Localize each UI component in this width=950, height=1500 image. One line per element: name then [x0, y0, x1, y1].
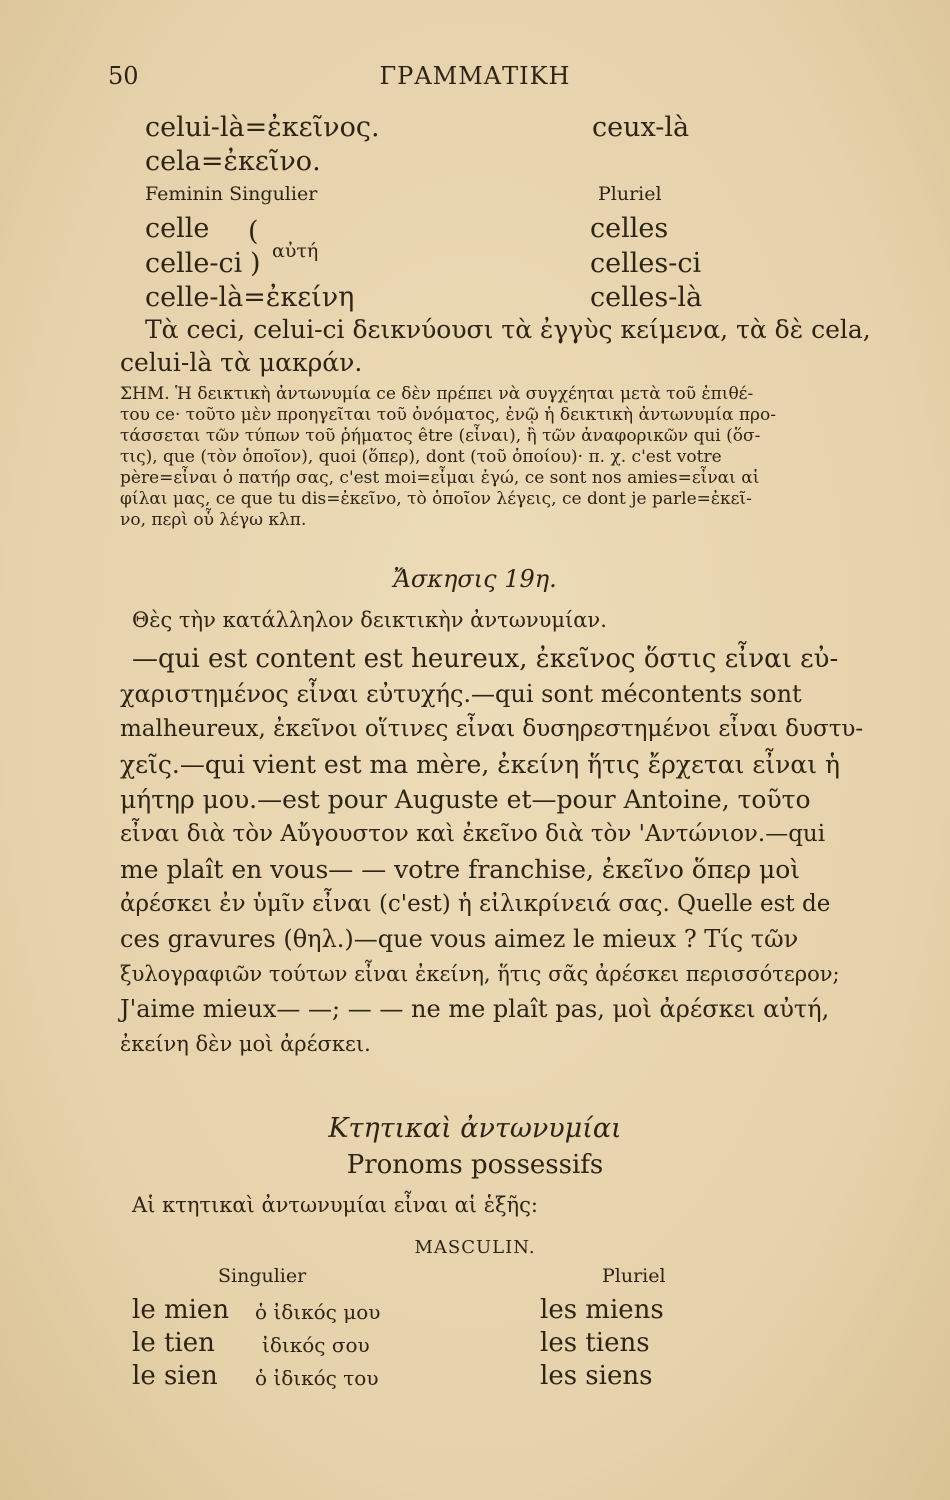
note-line: φίλαι μας, ce que tu dis=ἐκεῖνο, τὸ ὁποῖον λέγεις, ce dont je parle=ἐκεῖ- [120, 489, 752, 509]
row-gr: ἰδικός σου [262, 1333, 370, 1357]
cela-line: cela=ἐκεῖνο. [145, 146, 321, 177]
note-line: τις), que (τὸν ὁποῖον), quoi (ὅπερ), dont (τοῦ ὁποίου)· π. χ. c'est votre [120, 447, 722, 467]
note-block [120, 384, 890, 531]
ceux-la-line: ceux-là [592, 112, 690, 143]
row-pl: les siens [540, 1361, 653, 1391]
exercise-instruction: Θὲς τὴν κατάλληλον δεικτικὴν ἀντωνυμίαν. [132, 608, 607, 632]
celle-ci: celle-ci [145, 248, 243, 279]
row-fr: le sien [132, 1361, 218, 1391]
bracket-close: ) [250, 248, 261, 279]
page-number: 50 [108, 62, 139, 90]
exercise-text [120, 642, 890, 1062]
rule-line-2: celui-là τὰ μακράν. [120, 348, 363, 377]
possessives-title-french: Pronoms possessifs [346, 1150, 604, 1180]
note-line: ΣΗΜ. Ἡ δεικτικὴ ἀντωνυμία ce δὲν πρέπει νὰ συγχέηται μετὰ τοῦ ἐπιθέ- [120, 384, 754, 404]
note-line: τάσσεται τῶν τύπων τοῦ ῥήματος être (εἶναι), ἢ τῶν ἀναφορικῶν qui (ὅσ- [120, 426, 761, 446]
exercise-line: me plaît en vous— — votre franchise, ἐκεῖνο ὅπερ μοὶ [120, 855, 801, 884]
celle: celle [145, 213, 210, 244]
possessives-intro: Αἱ κτητικαὶ ἀντωνυμίαι εἶναι αἱ ἑξῆς: [132, 1193, 538, 1217]
col-head-pluriel: Pluriel [602, 1265, 666, 1287]
col-head-feminine-singular: Feminin Singulier [145, 183, 318, 205]
row-gr: ὁ ἰδικός του [255, 1366, 379, 1390]
gender-heading: MASCULIN. [414, 1237, 536, 1258]
running-title: ΓΡΑΜΜΑΤΙΚΗ [379, 62, 571, 90]
row-pl: les miens [540, 1295, 664, 1325]
exercise-line: ἀρέσκει ἐν ὑμῖν εἶναι (c'est) ἡ εἰλικρίνειά σας. Quelle est de [120, 891, 831, 917]
celles: celles [590, 213, 669, 244]
exercise-line: ces gravures (θηλ.)—que vous aimez le mieux ? Τίς τῶν [120, 925, 799, 953]
note-line: του ce· τοῦτο μὲν προηγεῖται τοῦ ὀνόματος, ἐνῷ ἡ δεικτικὴ ἀντωνυμία προ- [120, 405, 776, 425]
celui-la-line: celui-là=ἐκεῖνος. [145, 112, 380, 143]
exercise-line: malheureux, ἐκεῖνοι οἵτινες εἶναι δυσηρεστημένοι εἶναι δυστυ- [120, 716, 864, 742]
row-pl: les tiens [540, 1328, 650, 1358]
celle-la-line: celle-là=ἐκείνη [145, 282, 355, 313]
exercise-line: J'aime mieux— —; — — ne me plaît pas, μοὶ ἀρέσκει αὐτή, [120, 995, 830, 1023]
exercise-line: εἶναι διὰ τὸν Αὔγουστον καὶ ἐκεῖνο διὰ τὸν 'Αντώνιον.—qui [120, 821, 826, 847]
exercise-line: χεῖς.—qui vient est ma mère, ἐκείνη ἥτις ἔρχεται εἶναι ἡ [120, 750, 840, 779]
row-fr: le mien [132, 1295, 230, 1325]
exercise-line: ξυλογραφιῶν τούτων εἶναι ἐκείνη, ἥτις σᾶς ἀρέσκει περισσότερον; [120, 962, 840, 986]
exercise-title: Ἄσκησις 19η. [393, 565, 557, 593]
rule-line-1: Τὰ ceci, celui-ci δεικνύουσι τὰ ἐγγὺς κείμενα, τὰ δὲ cela, [145, 315, 871, 344]
celles-la: celles-là [590, 282, 703, 313]
note-line: père=εἶναι ὁ πατήρ σας, c'est moi=εἶμαι ἐγώ, ce sont nos amies=εἶναι αἱ [120, 468, 760, 488]
row-fr: le tien [132, 1328, 215, 1358]
possessives-title-greek: Κτητικαὶ ἀντωνυμίαι [328, 1113, 622, 1144]
col-head-singular: Singulier [218, 1265, 307, 1287]
note-line: νο, περὶ οὗ λέγω κλπ. [120, 510, 307, 530]
aute-word: αὐτή [272, 240, 319, 262]
row-gr: ὁ ἰδικός μου [255, 1300, 381, 1324]
col-head-plural: Pluriel [598, 183, 662, 205]
exercise-line: —qui est content est heureux, ἐκεῖνος ὅστις εἶναι εὐ- [132, 644, 839, 674]
exercise-line: χαριστημένος εἶναι εὐτυχής.—qui sont mécontents sont [120, 680, 802, 708]
exercise-line: μήτηρ μου.—est pour Auguste et—pour Antoine, τοῦτο [120, 785, 811, 814]
bracket-open: ( [248, 216, 259, 247]
celles-ci: celles-ci [590, 248, 702, 279]
exercise-line: ἐκείνη δὲν μοὶ ἀρέσκει. [120, 1032, 371, 1056]
